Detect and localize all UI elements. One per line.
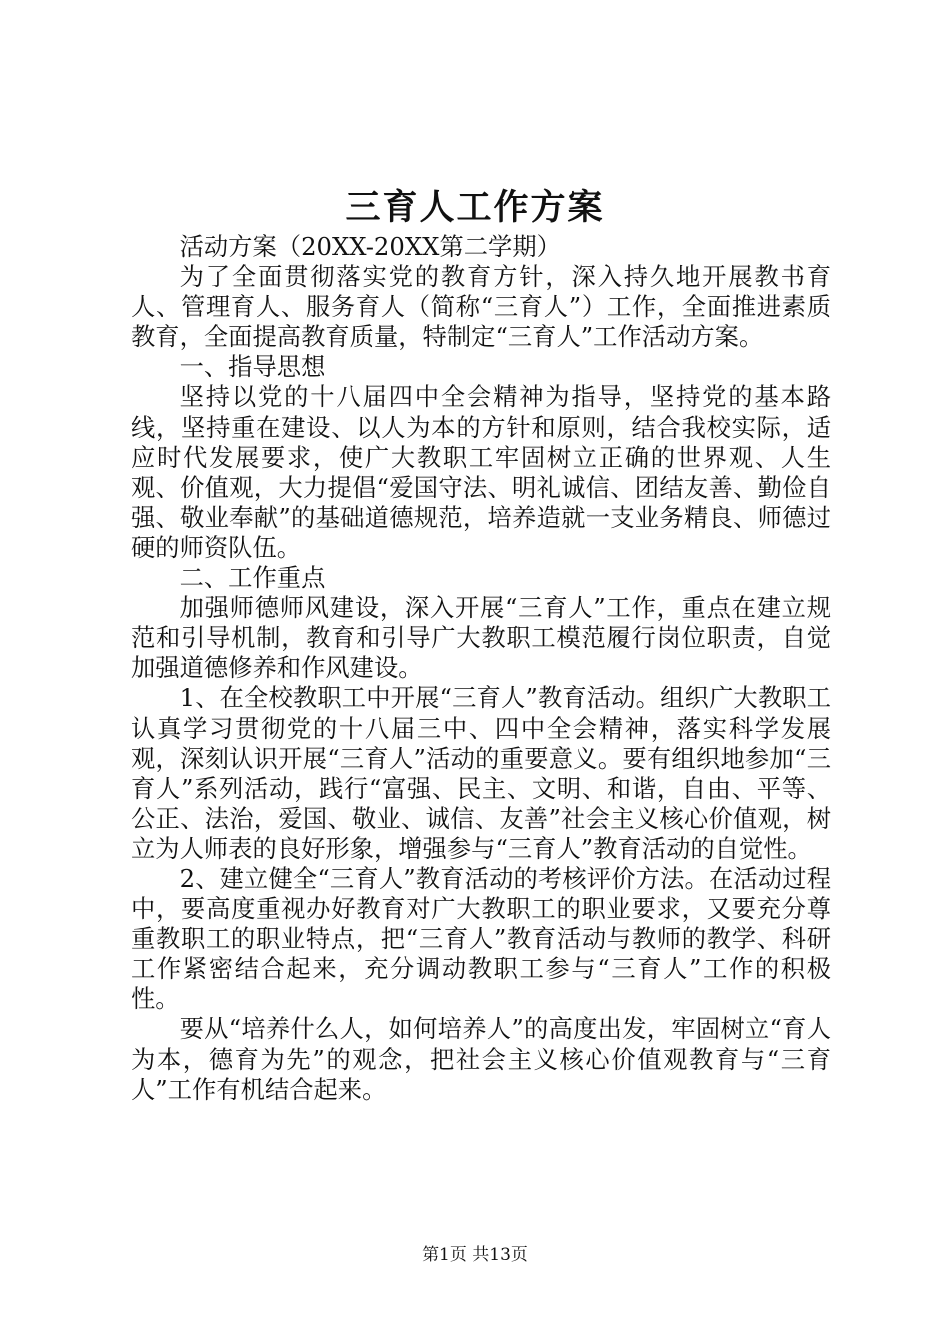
paragraph-guiding-ideology: 坚持以党的十八届四中全会精神为指导，坚持党的基本路线，坚持重在建设、以人为本的方针和原则，结合我校实际，适应时代发展要求，使广大教职工牢固树立正确的世界观、人生观、价值观，大力提倡“爱国守法、明礼诚信、团结友善、勤俭自强、敬业奉献”的基础道德规范，培养造就一支业务精良、师德过硬的师资队伍。 — [131, 382, 831, 562]
document-title: 三育人工作方案 — [345, 187, 605, 228]
page-number-footer: 第1页 共13页 — [422, 1245, 528, 1265]
paragraph-work-focus: 加强师德师风建设，深入开展“三育人”工作，重点在建立规范和引导机制，教育和引导广大教职工模范履行岗位职责，自觉加强道德修养和作风建设。 — [131, 593, 831, 683]
paragraph-item-1: 1、在全校教职工中开展“三育人”教育活动。组织广大教职工认真学习贯彻党的十八届三中、四中全会精神，落实科学发展观，深刻认识开展“三育人”活动的重要意义。要有组织地参加“三育人”系列活动，践行“富强、民主、文明、和谐，自由、平等、公正、法治，爱国、敬业、诚信、友善”社会主义核心价值观，树立为人师表的良好形象，增强参与“三育人”教育活动的自觉性。 — [131, 683, 831, 863]
section-heading-guiding-ideology: 一、指导思想 — [179, 352, 326, 382]
paragraph-intro: 为了全面贯彻落实党的教育方针，深入持久地开展教书育人、管理育人、服务育人（简称“三育人”）工作，全面推进素质教育，全面提高教育质量，特制定“三育人”工作活动方案。 — [131, 262, 831, 352]
section-heading-work-focus: 二、工作重点 — [179, 563, 326, 593]
paragraph-item-2: 2、建立健全“三育人”教育活动的考核评价方法。在活动过程中，要高度重视办好教育对广大教职工的职业要求，又要充分尊重教职工的职业特点，把“三育人”教育活动与教师的教学、科研工作紧密结合起来，充分调动教职工参与“三育人”工作的积极性。 — [131, 863, 831, 1014]
document-body — [131, 232, 831, 1105]
paragraph-conclusion: 要从“培养什么人，如何培养人”的高度出发，牢固树立“育人为本，德育为先”的观念，把社会主义核心价值观教育与“三育人”工作有机结合起来。 — [131, 1014, 831, 1104]
paragraph-activity-plan: 活动方案（20XX-20XX第二学期） — [179, 232, 561, 261]
